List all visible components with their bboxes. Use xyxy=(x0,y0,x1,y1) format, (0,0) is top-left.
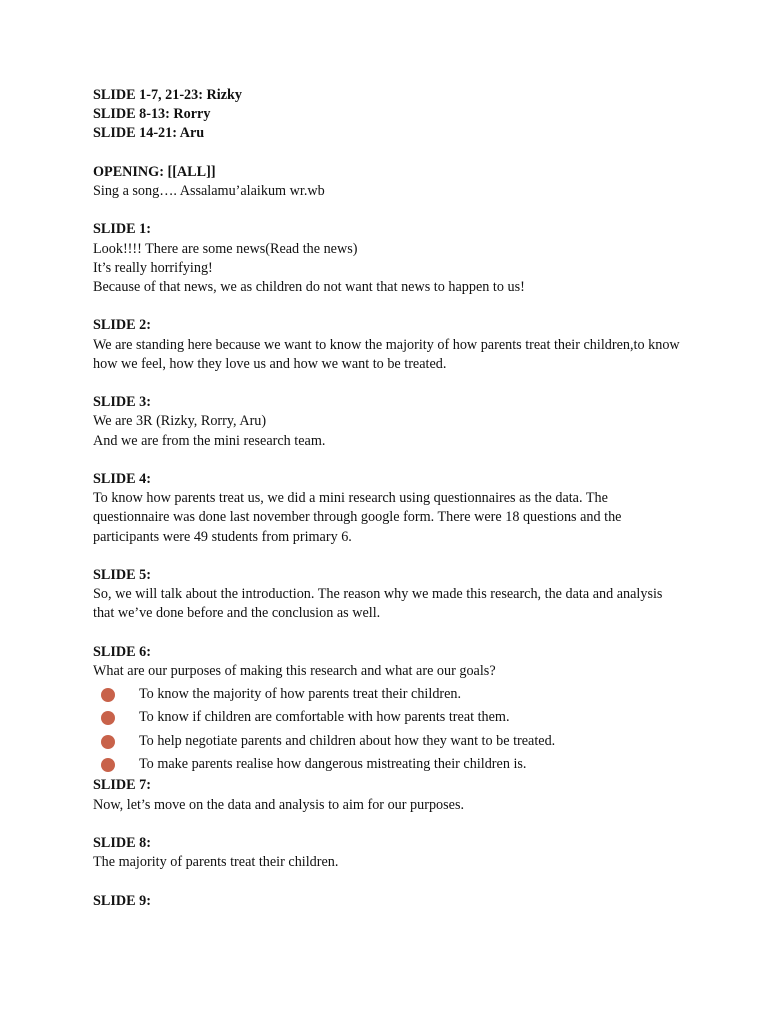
slide-1-section xyxy=(93,220,693,297)
slide-2-section xyxy=(93,316,693,374)
section-text: To know how parents treat us, we did a mini research using questionnaires as the data. The questionnaire was done last november through google form. There were 18 questions and the participants were 49 students from primary 6. xyxy=(93,490,622,545)
section-heading: SLIDE 1: xyxy=(93,221,151,238)
section-text: Sing a song…. Assalamu’alaikum wr.wb xyxy=(93,183,325,199)
opening-section xyxy=(93,163,693,201)
purpose-list xyxy=(93,685,693,778)
section-text: We are standing here because we want to know the majority of how parents treat their children,to know how we feel, how they love us and how we want to be treated. xyxy=(93,336,680,372)
section-heading: SLIDE 2: xyxy=(93,317,151,334)
section-text: So, we will talk about the introduction. The reason why we made this research, the data and analysis that we’ve done before and the conclusion as well. xyxy=(93,586,663,622)
section-heading: OPENING: [[ALL]] xyxy=(93,163,216,180)
section-heading: SLIDE 8: xyxy=(93,834,151,851)
section-heading: SLIDE 6: xyxy=(93,643,151,660)
role-line: SLIDE 14-21: Aru xyxy=(93,125,205,142)
list-item-text: To help negotiate parents and children about how they want to be treated. xyxy=(139,732,556,749)
slide-5-section xyxy=(93,566,693,624)
document-page xyxy=(93,86,693,911)
section-text: The majority of parents treat their children. xyxy=(93,854,339,871)
section-heading: SLIDE 5: xyxy=(93,566,151,583)
section-heading: SLIDE 4: xyxy=(93,470,151,487)
section-heading: SLIDE 3: xyxy=(93,394,151,411)
section-text: Look!!!! There are some news(Read the news) xyxy=(93,240,358,257)
section-text: And we are from the mini research team. xyxy=(93,432,326,449)
slide-6-section xyxy=(93,643,693,779)
slide-8-section xyxy=(93,834,693,872)
section-text: It’s really horrifying! xyxy=(93,259,213,276)
bullet-dot-icon xyxy=(101,711,115,725)
list-item-text: To know if children are comfortable with how parents treat them. xyxy=(139,709,510,726)
bullet-dot-icon xyxy=(101,735,115,749)
bullet-dot-icon xyxy=(101,688,115,702)
list-item-text: To know the majority of how parents treat their children. xyxy=(139,686,462,703)
section-text: Now, let’s move on the data and analysis to aim for our purposes. xyxy=(93,796,465,813)
section-text: What are our purposes of making this research and what are our goals? xyxy=(93,662,496,679)
slide-9-section xyxy=(93,892,693,911)
slide-3-section xyxy=(93,393,693,451)
list-item-text: To make parents realise how dangerous mistreating their children is. xyxy=(139,756,527,773)
bullet-dot-icon xyxy=(101,758,115,772)
section-heading: SLIDE 9: xyxy=(93,892,151,909)
section-text: Because of that news, we as children do not want that news to happen to us! xyxy=(93,279,525,295)
slide-4-section xyxy=(93,470,693,547)
role-line: SLIDE 1-7, 21-23: Rizky xyxy=(93,87,242,103)
section-text: We are 3R (Rizky, Rorry, Aru) xyxy=(93,413,267,430)
section-heading: SLIDE 7: xyxy=(93,777,151,794)
role-line: SLIDE 8-13: Rorry xyxy=(93,106,211,123)
slide-7-section xyxy=(93,776,693,814)
list-item xyxy=(93,685,693,708)
roles-block xyxy=(93,86,693,144)
list-item xyxy=(93,708,693,731)
list-item xyxy=(93,732,693,755)
list-item xyxy=(93,755,693,778)
